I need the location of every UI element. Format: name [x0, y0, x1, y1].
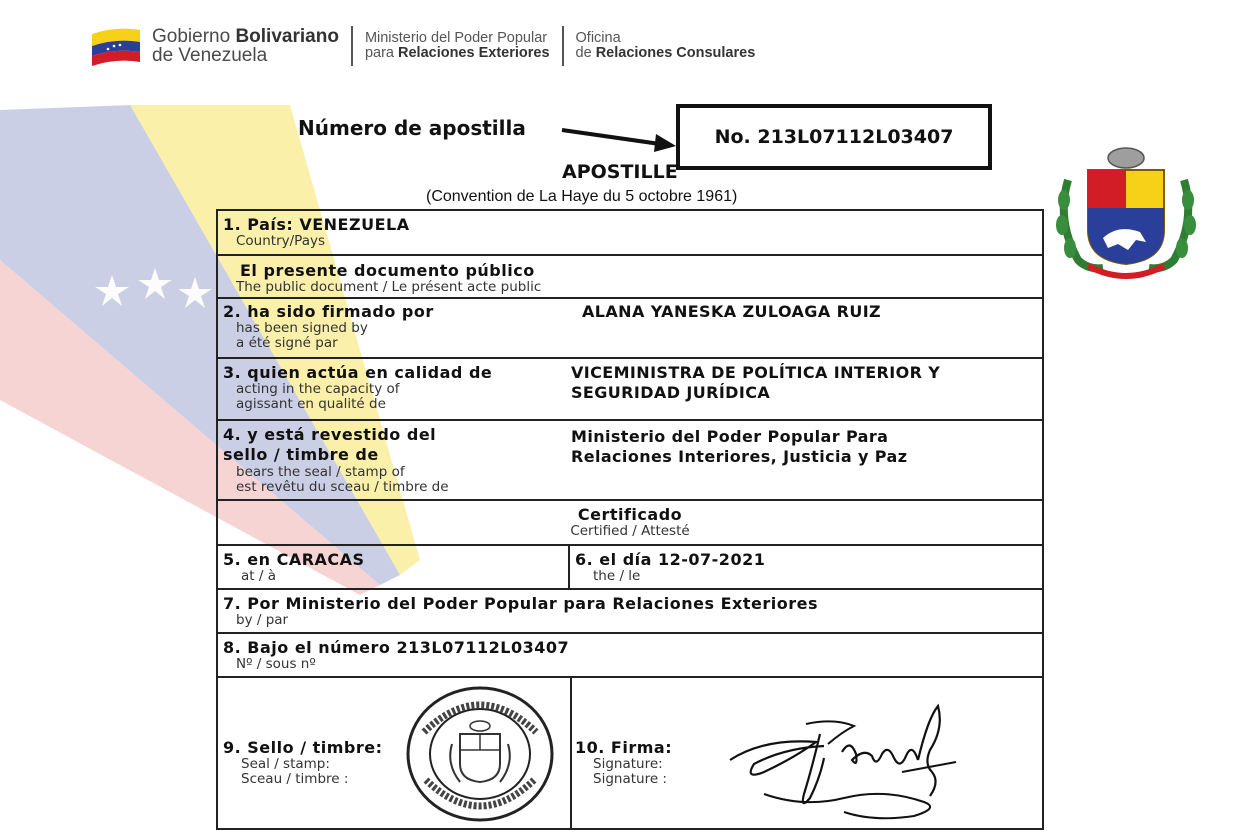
handwritten-signature — [724, 698, 974, 826]
row-public-document — [218, 256, 1042, 299]
capacity-value — [571, 363, 940, 403]
certified-label: Certificado — [577, 505, 683, 524]
signature-cell — [575, 738, 672, 787]
ministry-header — [88, 22, 755, 70]
country-label: 1. País: VENEZUELA — [223, 215, 410, 234]
row-country — [218, 211, 1042, 256]
date-label: 6. el día 12-07-2021 — [575, 550, 766, 569]
header-divider — [351, 26, 353, 66]
ofi-line1: Oficina — [575, 30, 621, 46]
issued-by-sub: by / par — [236, 612, 289, 628]
document-subtitle: (Convention de La Haye du 5 octobre 1961) — [426, 188, 738, 205]
venezuela-coat-of-arms-icon — [1048, 140, 1204, 290]
cell-divider — [568, 546, 570, 588]
document-title: APOSTILLE — [562, 161, 678, 183]
apostille-number: No. 213L07112L03407 — [714, 126, 954, 148]
issued-by-label: 7. Por Ministerio del Poder Popular para Relaciones Exteriores — [223, 594, 818, 613]
min-bold: Relaciones Exteriores — [398, 45, 550, 61]
stamp-sub-en: Seal / stamp: — [241, 756, 330, 772]
row-issued-by — [218, 590, 1042, 634]
gob-prefix: Gobierno — [152, 26, 236, 47]
cell-divider — [570, 678, 572, 828]
place-label: 5. en CARACAS — [223, 550, 365, 569]
ofi-bold: Relaciones Consulares — [595, 45, 756, 61]
signed-by-label: 2. ha sido firmado por — [223, 302, 434, 321]
header-divider — [562, 26, 564, 66]
seal-of-value — [571, 427, 907, 467]
row-certified — [218, 501, 1042, 546]
capacity-label: 3. quien actúa en calidad de — [223, 363, 493, 382]
public-document-sub: The public document / Le présent acte public — [236, 279, 542, 295]
place-cell — [223, 550, 365, 584]
min-line1: Ministerio del Poder Popular — [364, 30, 548, 46]
apostille-number-annotation-label: Número de apostilla — [298, 116, 526, 140]
capacity-value-line2: SEGURIDAD JURÍDICA — [571, 383, 771, 402]
seal-of-sub-fr: est revêtu du sceau / timbre de — [236, 479, 449, 495]
capacity-sub-en: acting in the capacity of — [236, 381, 400, 397]
row-capacity — [218, 359, 1042, 421]
signature-label: 10. Firma: — [575, 738, 673, 757]
venezuela-flag-icon — [88, 24, 144, 68]
signed-by-sub-en: has been signed by — [236, 320, 368, 336]
date-cell — [575, 550, 765, 584]
official-seal-icon — [404, 684, 556, 824]
signed-by-sub-fr: a été signé par — [236, 335, 338, 351]
signature-sub-fr: Signature : — [593, 771, 667, 787]
row-number — [218, 634, 1042, 678]
seal-of-value-line2: Relaciones Interiores, Justicia y Paz — [571, 447, 908, 466]
date-sub: the / le — [593, 568, 641, 584]
ministry-name — [365, 31, 550, 61]
gob-line2: de Venezuela — [152, 45, 268, 66]
row-seal-signature — [218, 678, 1042, 828]
row-signed-by — [218, 299, 1042, 359]
gob-bold: Bolivariano — [235, 26, 339, 47]
arrow-right-icon — [560, 118, 680, 158]
stamp-label: 9. Sello / timbre: — [223, 738, 383, 757]
certified-sub: Certified / Attesté — [570, 523, 690, 539]
capacity-value-line1: VICEMINISTRA DE POLÍTICA INTERIOR Y — [571, 363, 941, 382]
signature-sub-en: Signature: — [593, 756, 663, 772]
country-sub: Country/Pays — [236, 233, 326, 249]
stamp-sub-fr: Sceau / timbre : — [241, 771, 349, 787]
capacity-sub-fr: agissant en qualité de — [236, 396, 386, 412]
government-name — [152, 27, 339, 65]
signed-by-value: ALANA YANESKA ZULOAGA RUIZ — [582, 302, 882, 321]
seal-of-value-line1: Ministerio del Poder Popular Para — [571, 427, 889, 446]
ofi-prefix: de — [575, 45, 596, 61]
stamp-cell — [223, 738, 383, 787]
number-sub: Nº / sous nº — [236, 656, 316, 672]
min-prefix: para — [364, 45, 398, 61]
apostille-number-box — [676, 104, 992, 170]
seal-of-label-line2: sello / timbre de — [223, 445, 379, 464]
seal-of-sub-en: bears the seal / stamp of — [236, 464, 405, 480]
row-seal-of — [218, 421, 1042, 501]
place-sub: at / à — [241, 568, 276, 584]
office-name — [576, 31, 756, 61]
seal-of-label-line1: 4. y está revestido del — [223, 425, 437, 444]
number-label: 8. Bajo el número 213L07112L03407 — [223, 638, 570, 657]
public-document-label: El presente documento público — [240, 261, 535, 280]
row-place-date — [218, 546, 1042, 590]
apostille-form — [216, 209, 1044, 830]
